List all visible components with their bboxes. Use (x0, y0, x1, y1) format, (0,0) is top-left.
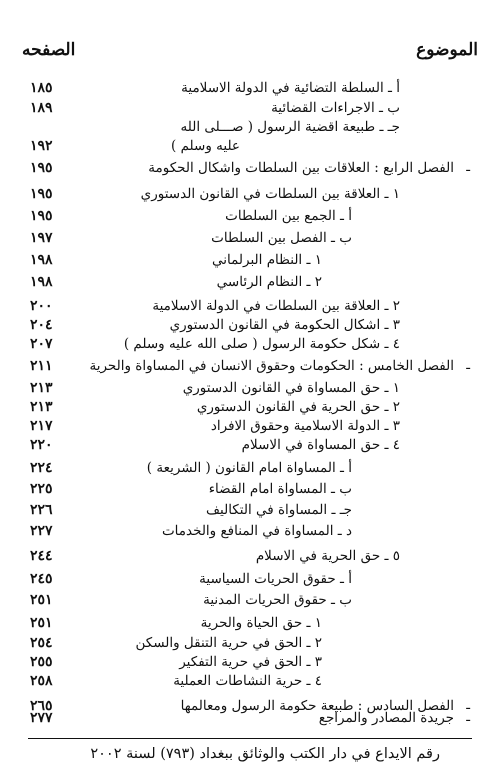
entry-title: ب ـ حقوق الحريات المدنية (203, 592, 352, 608)
entry-page: ١٩٨ (30, 252, 53, 268)
entry-page: ٢٢٠ (30, 437, 53, 453)
entry-page: ٢٥١ (30, 592, 53, 608)
toc-entry (0, 569, 500, 591)
entry-dash: ـ (466, 698, 470, 713)
toc-entry (0, 184, 500, 206)
column-title-page: الصفحه (22, 40, 76, 60)
entry-title: ٤ ـ حق المساواة في الاسلام (241, 437, 400, 453)
entry-page: ٢٧٧ (30, 710, 53, 726)
toc-entry (0, 206, 500, 228)
entry-page: ٢٥٨ (30, 673, 53, 689)
toc-entry (0, 334, 500, 356)
toc-header (22, 40, 478, 64)
entry-title: أ ـ حقوق الحريات السياسية (199, 571, 352, 587)
toc-entry (0, 78, 500, 100)
entry-title: ١ ـ حق المساواة في القانون الدستوري (182, 380, 400, 396)
entry-title: ٣ ـ اشكال الحكومة في القانون الدستوري (169, 317, 400, 333)
toc-entry (0, 500, 500, 522)
entry-title: ٢ ـ العلاقة بين السلطات في الدولة الاسلامية (152, 298, 400, 314)
entry-page: ٢٤٥ (30, 571, 53, 587)
toc-entry (0, 250, 500, 272)
entry-title: جـ ـ طبيعة اقضية الرسول ( صـــلى الله (180, 119, 400, 135)
entry-page: ٢٢٦ (30, 502, 53, 518)
entry-title: ٤ ـ حرية النشاطات العملية (173, 673, 322, 689)
entry-title: الفصل السادس : طبيعة حكومة الرسول ومعالمها (180, 698, 454, 714)
entry-page: ٢١٣ (30, 380, 53, 396)
entry-title: ٣ ـ الحق في حرية التفكير (179, 654, 322, 670)
entry-title: أ ـ الجمع بين السلطات (225, 208, 352, 224)
entry-page: ١٨٥ (30, 80, 53, 96)
entry-page: ٢١١ (30, 358, 53, 374)
entry-title: ب ـ الفصل بين السلطات (211, 230, 352, 246)
entry-page: ٢٤٤ (30, 548, 53, 564)
entry-page: ٢٠٤ (30, 317, 53, 333)
entry-page: ٢٢٧ (30, 523, 53, 539)
entry-page: ٢٢٥ (30, 481, 53, 497)
column-title-subject: الموضوع (416, 40, 478, 60)
entry-title: د ـ المساواة في المنافع والخدمات (161, 523, 352, 539)
entry-page: ٢١٣ (30, 399, 53, 415)
deposit-number-note: رقم الايداع في دار الكتب والوثائق ببغداد (٧٩٣) لسنة ٢٠٠٢ (90, 746, 440, 762)
entry-title: الفصل الرابع : العلاقات بين السلطات واشكال الحكومة (148, 160, 454, 176)
toc-entry (0, 458, 500, 480)
entry-dash: ـ (466, 160, 470, 175)
entry-page: ١٩٥ (30, 208, 53, 224)
entry-title: ٢ ـ الحق في حرية التنقل والسكن (135, 635, 322, 651)
entry-page: ١٩٥ (30, 160, 53, 176)
entry-page: ١٩٧ (30, 230, 53, 246)
toc-entry (0, 272, 500, 294)
toc-entry (0, 708, 500, 730)
toc-entry (0, 613, 500, 635)
entry-dash: ـ (466, 358, 470, 373)
table-of-contents (0, 66, 500, 726)
entry-title: ٥ ـ حق الحرية في الاسلام (255, 548, 400, 564)
toc-entry (0, 671, 500, 693)
entry-title: أ ـ المساواة امام القانون ( الشريعة ) (146, 460, 352, 476)
bottom-divider (28, 738, 472, 739)
entry-title: جـ ـ المساواة في التكاليف (206, 502, 352, 518)
toc-entry (0, 136, 500, 158)
toc-entry (0, 228, 500, 250)
entry-page: ١٩٨ (30, 274, 53, 290)
entry-page: ٢٦٥ (30, 698, 53, 714)
entry-dash: ـ (466, 710, 470, 725)
toc-entry (0, 356, 500, 378)
entry-page: ١٩٢ (30, 138, 53, 154)
entry-title: أ ـ السلطة التضائية في الدولة الاسلامية (181, 80, 400, 96)
entry-title: ٢ ـ النظام الرئاسي (216, 274, 322, 290)
entry-title: ١ ـ العلاقة بين السلطات في القانون الدستوري (140, 186, 400, 202)
entry-title: ٣ ـ الدولة الاسلامية وحقوق الافراد (210, 418, 400, 434)
entry-title: ب ـ المساواة امام القضاء (208, 481, 352, 497)
entry-page: ٢٢٤ (30, 460, 53, 476)
entry-title: ١ ـ حق الحياة والحرية (200, 615, 322, 631)
entry-page: ٢٥٥ (30, 654, 53, 670)
entry-page: ٢٥١ (30, 615, 53, 631)
entry-page: ١٨٩ (30, 100, 53, 116)
entry-title: عليه وسلم ) (171, 138, 240, 154)
entry-title: ٤ ـ شكل حكومة الرسول ( صلى الله عليه وسلم ) (123, 336, 400, 352)
entry-page: ٢٥٤ (30, 635, 53, 651)
toc-entry (0, 479, 500, 501)
toc-entry (0, 521, 500, 543)
toc-entry (0, 435, 500, 457)
toc-entry (0, 590, 500, 612)
entry-title: الفصل الخامس : الحكومات وحقوق الانسان في المساواة والحرية (89, 358, 454, 374)
entry-title: ٢ ـ حق الحرية في القانون الدستوري (196, 399, 400, 415)
entry-title: ب ـ الاجراءات القضائية (271, 100, 400, 116)
entry-title: ١ ـ النظام البرلماني (211, 252, 322, 268)
toc-entry (0, 546, 500, 568)
toc-entry (0, 158, 500, 180)
entry-page: ٢٠٠ (30, 298, 53, 314)
entry-page: ١٩٥ (30, 186, 53, 202)
entry-page: ٢٠٧ (30, 336, 53, 352)
entry-page: ٢١٧ (30, 418, 53, 434)
entry-title: جريدة المصادر والمراجع (318, 710, 454, 726)
